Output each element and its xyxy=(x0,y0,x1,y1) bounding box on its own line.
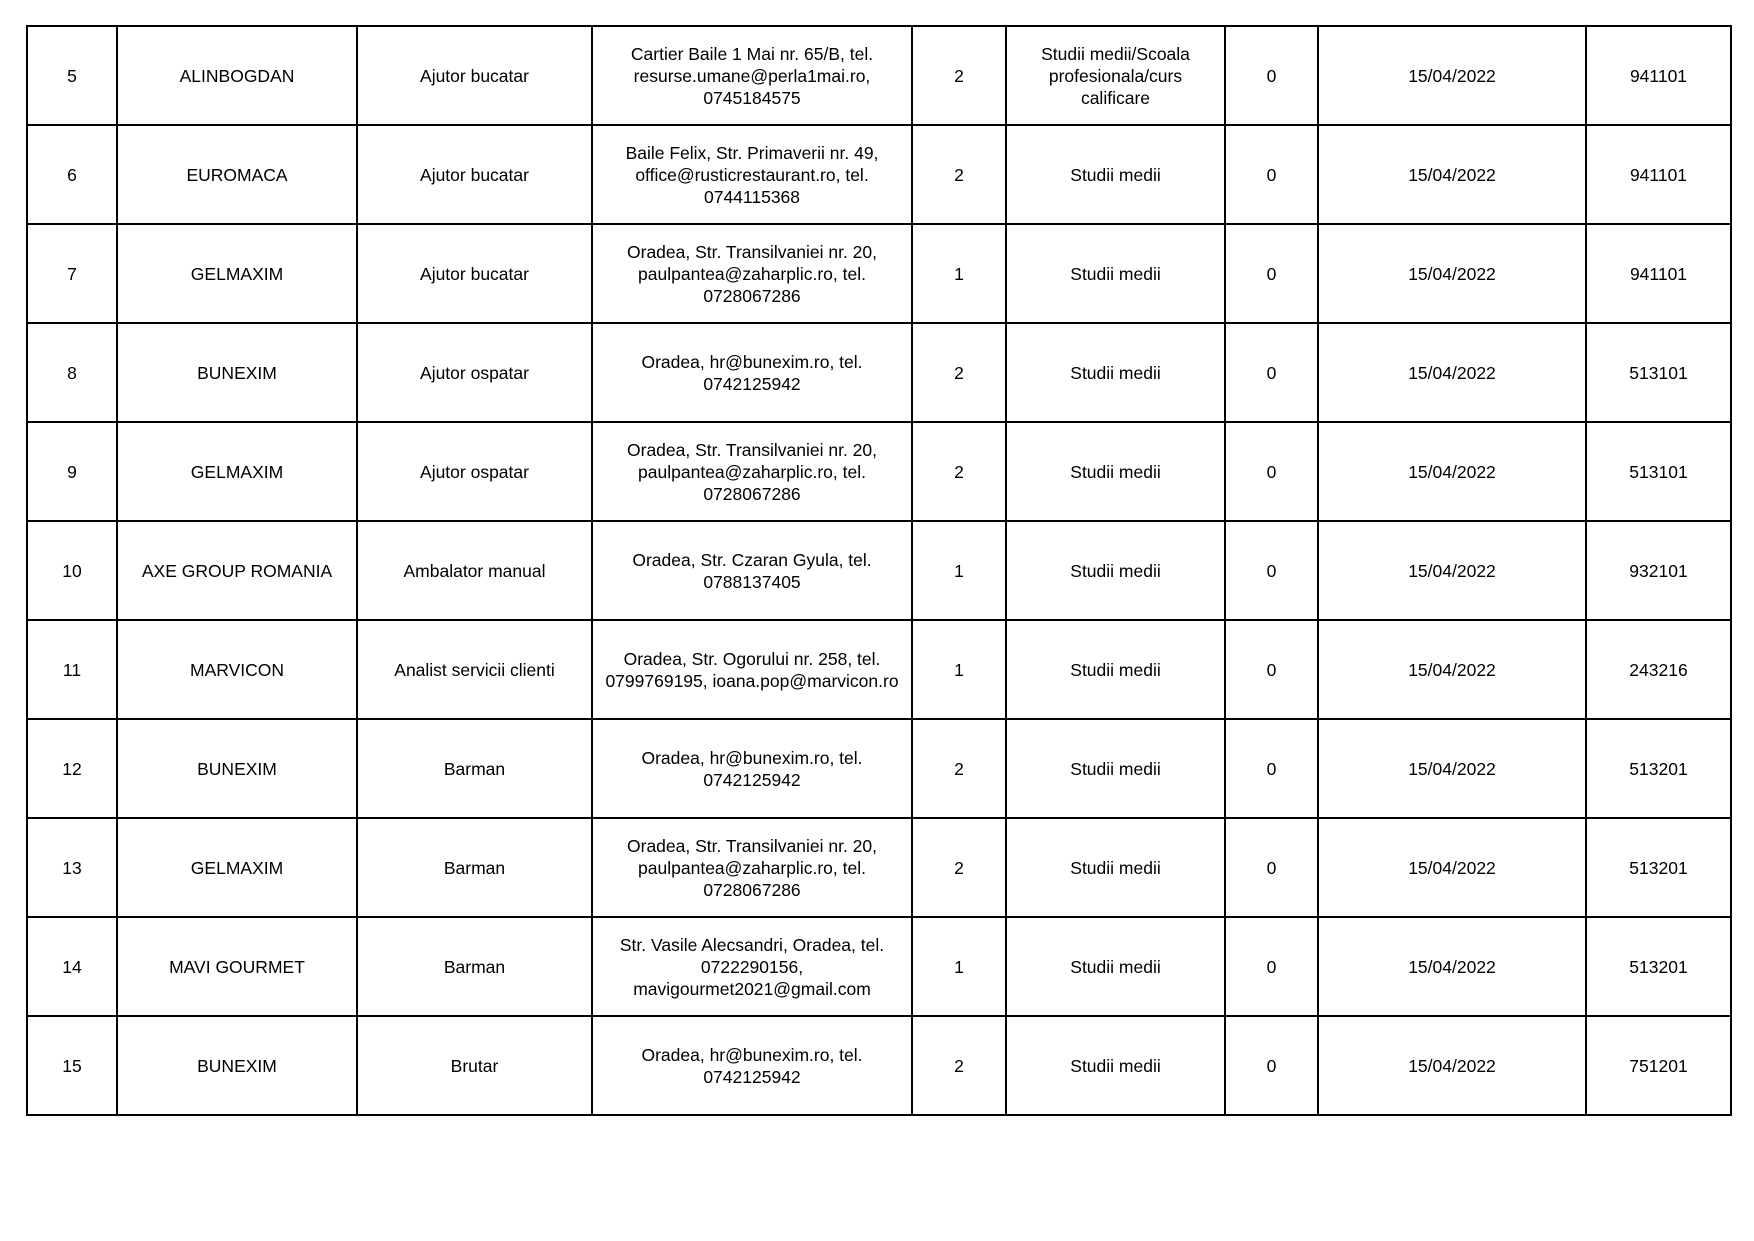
cor-code-cell xyxy=(1586,422,1731,521)
employer-cell xyxy=(117,521,357,620)
job-vacancies-table xyxy=(26,25,1732,1116)
contact-cell-text: Oradea, Str. Transilvaniei nr. 20, paulpantea@zaharplic.ro, tel. 0728067286 xyxy=(627,835,877,900)
education-cell-text: Studii medii xyxy=(1070,560,1161,581)
job-title-cell xyxy=(357,719,592,818)
date-cell xyxy=(1318,323,1586,422)
education-cell xyxy=(1006,125,1225,224)
table-row xyxy=(27,26,1731,125)
date-cell-text: 15/04/2022 xyxy=(1408,164,1496,185)
experience-cell-text: 0 xyxy=(1266,560,1277,581)
employer-cell xyxy=(117,1016,357,1115)
positions-count-cell xyxy=(912,224,1006,323)
experience-cell-text: 0 xyxy=(1266,461,1277,482)
job-title-cell-text: Analist servicii clienti xyxy=(394,659,555,680)
employer-cell xyxy=(117,818,357,917)
date-cell-text: 15/04/2022 xyxy=(1408,560,1496,581)
cor-code-cell-text: 941101 xyxy=(1629,263,1688,284)
table-body xyxy=(27,26,1731,1115)
contact-cell-text: Oradea, Str. Czaran Gyula, tel. 0788137405 xyxy=(632,549,872,592)
positions-count-cell-text: 1 xyxy=(954,659,964,680)
table-row xyxy=(27,1016,1731,1115)
contact-cell-text: Oradea, hr@bunexim.ro, tel. 0742125942 xyxy=(641,1044,863,1087)
positions-count-cell xyxy=(912,26,1006,125)
employer-cell-text: MAVI GOURMET xyxy=(169,956,305,977)
education-cell xyxy=(1006,422,1225,521)
date-cell xyxy=(1318,422,1586,521)
employer-cell-text: ALINBOGDAN xyxy=(179,65,295,86)
experience-cell-text: 0 xyxy=(1266,956,1277,977)
positions-count-cell-text: 2 xyxy=(954,65,964,86)
row-number-cell xyxy=(27,917,117,1016)
job-title-cell xyxy=(357,521,592,620)
positions-count-cell-text: 2 xyxy=(954,362,964,383)
experience-cell xyxy=(1225,818,1318,917)
date-cell-text: 15/04/2022 xyxy=(1408,461,1496,482)
employer-cell xyxy=(117,323,357,422)
date-cell xyxy=(1318,1016,1586,1115)
contact-cell-text: Oradea, Str. Ogorului nr. 258, tel. 0799769195, ioana.pop@marvicon.ro xyxy=(605,648,899,691)
row-number-cell-text: 9 xyxy=(67,461,77,482)
contact-cell xyxy=(592,521,912,620)
job-title-cell xyxy=(357,125,592,224)
row-number-cell-text: 10 xyxy=(62,560,82,581)
job-title-cell-text: Ajutor ospatar xyxy=(420,362,529,383)
positions-count-cell-text: 1 xyxy=(954,560,964,581)
job-title-cell-text: Barman xyxy=(443,857,506,878)
education-cell xyxy=(1006,719,1225,818)
row-number-cell-text: 15 xyxy=(62,1055,82,1076)
row-number-cell xyxy=(27,818,117,917)
row-number-cell-text: 7 xyxy=(67,263,77,284)
job-title-cell xyxy=(357,323,592,422)
experience-cell-text: 0 xyxy=(1266,1055,1277,1076)
positions-count-cell-text: 1 xyxy=(954,263,964,284)
education-cell xyxy=(1006,521,1225,620)
contact-cell xyxy=(592,323,912,422)
cor-code-cell-text: 941101 xyxy=(1629,65,1688,86)
table-row xyxy=(27,818,1731,917)
contact-cell-text: Oradea, Str. Transilvaniei nr. 20, paulpantea@zaharplic.ro, tel. 0728067286 xyxy=(627,241,877,306)
date-cell xyxy=(1318,224,1586,323)
contact-cell-text: Oradea, hr@bunexim.ro, tel. 0742125942 xyxy=(641,351,863,394)
cor-code-cell xyxy=(1586,521,1731,620)
experience-cell xyxy=(1225,422,1318,521)
positions-count-cell xyxy=(912,1016,1006,1115)
education-cell-text: Studii medii xyxy=(1070,164,1161,185)
experience-cell xyxy=(1225,521,1318,620)
employer-cell-text: GELMAXIM xyxy=(190,857,284,878)
cor-code-cell xyxy=(1586,818,1731,917)
row-number-cell-text: 12 xyxy=(62,758,82,779)
date-cell xyxy=(1318,719,1586,818)
education-cell xyxy=(1006,818,1225,917)
row-number-cell-text: 6 xyxy=(67,164,77,185)
contact-cell xyxy=(592,917,912,1016)
contact-cell-text: Oradea, hr@bunexim.ro, tel. 0742125942 xyxy=(641,747,863,790)
education-cell xyxy=(1006,620,1225,719)
cor-code-cell xyxy=(1586,917,1731,1016)
employer-cell xyxy=(117,125,357,224)
date-cell xyxy=(1318,125,1586,224)
experience-cell-text: 0 xyxy=(1266,659,1277,680)
contact-cell xyxy=(592,26,912,125)
job-title-cell xyxy=(357,917,592,1016)
education-cell xyxy=(1006,224,1225,323)
date-cell-text: 15/04/2022 xyxy=(1408,65,1496,86)
date-cell xyxy=(1318,26,1586,125)
date-cell xyxy=(1318,818,1586,917)
date-cell xyxy=(1318,620,1586,719)
contact-cell-text: Cartier Baile 1 Mai nr. 65/B, tel. resurse.umane@perla1mai.ro, 0745184575 xyxy=(630,43,874,108)
education-cell-text: Studii medii xyxy=(1070,1055,1161,1076)
table-row xyxy=(27,719,1731,818)
cor-code-cell-text: 513101 xyxy=(1629,461,1688,482)
education-cell xyxy=(1006,1016,1225,1115)
positions-count-cell xyxy=(912,521,1006,620)
contact-cell xyxy=(592,719,912,818)
experience-cell xyxy=(1225,26,1318,125)
education-cell-text: Studii medii/Scoala profesionala/curs calificare xyxy=(1041,43,1190,108)
date-cell-text: 15/04/2022 xyxy=(1408,362,1496,383)
date-cell xyxy=(1318,521,1586,620)
table-row xyxy=(27,422,1731,521)
experience-cell xyxy=(1225,224,1318,323)
positions-count-cell-text: 2 xyxy=(954,1055,964,1076)
employer-cell xyxy=(117,224,357,323)
date-cell-text: 15/04/2022 xyxy=(1408,263,1496,284)
row-number-cell xyxy=(27,26,117,125)
job-title-cell-text: Ambalator manual xyxy=(403,560,546,581)
contact-cell xyxy=(592,125,912,224)
employer-cell-text: AXE GROUP ROMANIA xyxy=(141,560,333,581)
cor-code-cell-text: 513201 xyxy=(1629,956,1688,977)
cor-code-cell xyxy=(1586,26,1731,125)
date-cell-text: 15/04/2022 xyxy=(1408,1055,1496,1076)
education-cell xyxy=(1006,917,1225,1016)
employer-cell xyxy=(117,719,357,818)
experience-cell xyxy=(1225,719,1318,818)
row-number-cell xyxy=(27,125,117,224)
experience-cell xyxy=(1225,323,1318,422)
job-title-cell-text: Ajutor bucatar xyxy=(420,164,529,185)
row-number-cell-text: 13 xyxy=(62,857,82,878)
table-row xyxy=(27,917,1731,1016)
contact-cell xyxy=(592,1016,912,1115)
education-cell-text: Studii medii xyxy=(1070,857,1161,878)
employer-cell-text: EUROMACA xyxy=(186,164,288,185)
contact-cell-text: Oradea, Str. Transilvaniei nr. 20, paulpantea@zaharplic.ro, tel. 0728067286 xyxy=(627,439,877,504)
row-number-cell xyxy=(27,719,117,818)
table-row xyxy=(27,521,1731,620)
contact-cell xyxy=(592,620,912,719)
row-number-cell-text: 5 xyxy=(67,65,77,86)
education-cell-text: Studii medii xyxy=(1070,461,1161,482)
positions-count-cell xyxy=(912,620,1006,719)
education-cell-text: Studii medii xyxy=(1070,956,1161,977)
experience-cell xyxy=(1225,620,1318,719)
positions-count-cell-text: 2 xyxy=(954,758,964,779)
positions-count-cell xyxy=(912,719,1006,818)
employer-cell-text: GELMAXIM xyxy=(190,263,284,284)
table-row xyxy=(27,125,1731,224)
positions-count-cell xyxy=(912,917,1006,1016)
cor-code-cell xyxy=(1586,620,1731,719)
date-cell-text: 15/04/2022 xyxy=(1408,857,1496,878)
row-number-cell xyxy=(27,422,117,521)
experience-cell-text: 0 xyxy=(1266,758,1277,779)
contact-cell xyxy=(592,224,912,323)
education-cell-text: Studii medii xyxy=(1070,263,1161,284)
experience-cell xyxy=(1225,125,1318,224)
positions-count-cell-text: 2 xyxy=(954,461,964,482)
experience-cell-text: 0 xyxy=(1266,263,1277,284)
job-title-cell xyxy=(357,422,592,521)
date-cell-text: 15/04/2022 xyxy=(1408,758,1496,779)
job-title-cell xyxy=(357,224,592,323)
cor-code-cell-text: 513201 xyxy=(1629,857,1688,878)
education-cell xyxy=(1006,323,1225,422)
job-title-cell xyxy=(357,818,592,917)
contact-cell xyxy=(592,818,912,917)
job-title-cell-text: Ajutor bucatar xyxy=(420,65,529,86)
employer-cell-text: BUNEXIM xyxy=(197,1055,277,1076)
row-number-cell-text: 11 xyxy=(62,659,82,680)
experience-cell-text: 0 xyxy=(1266,362,1277,383)
job-title-cell xyxy=(357,620,592,719)
positions-count-cell-text: 1 xyxy=(954,956,964,977)
job-title-cell-text: Ajutor bucatar xyxy=(420,263,529,284)
cor-code-cell xyxy=(1586,719,1731,818)
cor-code-cell-text: 932101 xyxy=(1629,560,1688,581)
cor-code-cell-text: 243216 xyxy=(1629,659,1688,680)
row-number-cell-text: 14 xyxy=(62,956,82,977)
employer-cell xyxy=(117,26,357,125)
employer-cell xyxy=(117,422,357,521)
job-title-cell xyxy=(357,1016,592,1115)
cor-code-cell-text: 513101 xyxy=(1629,362,1688,383)
education-cell-text: Studii medii xyxy=(1070,758,1161,779)
employer-cell-text: BUNEXIM xyxy=(197,362,277,383)
experience-cell xyxy=(1225,1016,1318,1115)
positions-count-cell xyxy=(912,422,1006,521)
positions-count-cell xyxy=(912,125,1006,224)
row-number-cell xyxy=(27,323,117,422)
education-cell xyxy=(1006,26,1225,125)
employer-cell-text: BUNEXIM xyxy=(197,758,277,779)
table-row xyxy=(27,224,1731,323)
job-title-cell-text: Barman xyxy=(443,758,506,779)
job-title-cell-text: Barman xyxy=(443,956,506,977)
cor-code-cell-text: 941101 xyxy=(1629,164,1688,185)
experience-cell-text: 0 xyxy=(1266,65,1277,86)
contact-cell xyxy=(592,422,912,521)
employer-cell xyxy=(117,917,357,1016)
row-number-cell xyxy=(27,521,117,620)
row-number-cell xyxy=(27,224,117,323)
education-cell-text: Studii medii xyxy=(1070,659,1161,680)
experience-cell xyxy=(1225,917,1318,1016)
positions-count-cell-text: 2 xyxy=(954,857,964,878)
row-number-cell xyxy=(27,1016,117,1115)
date-cell xyxy=(1318,917,1586,1016)
experience-cell-text: 0 xyxy=(1266,857,1277,878)
employer-cell-text: GELMAXIM xyxy=(190,461,284,482)
experience-cell-text: 0 xyxy=(1266,164,1277,185)
job-title-cell-text: Ajutor ospatar xyxy=(420,461,529,482)
row-number-cell-text: 8 xyxy=(67,362,77,383)
contact-cell-text: Baile Felix, Str. Primaverii nr. 49, office@rusticrestaurant.ro, tel. 0744115368 xyxy=(625,142,879,207)
cor-code-cell xyxy=(1586,1016,1731,1115)
date-cell-text: 15/04/2022 xyxy=(1408,956,1496,977)
row-number-cell xyxy=(27,620,117,719)
table-row xyxy=(27,620,1731,719)
cor-code-cell xyxy=(1586,323,1731,422)
job-title-cell xyxy=(357,26,592,125)
table-row xyxy=(27,323,1731,422)
cor-code-cell xyxy=(1586,224,1731,323)
date-cell-text: 15/04/2022 xyxy=(1408,659,1496,680)
employer-cell-text: MARVICON xyxy=(190,659,284,680)
education-cell-text: Studii medii xyxy=(1070,362,1161,383)
contact-cell-text: Str. Vasile Alecsandri, Oradea, tel. 0722290156, mavigourmet2021@gmail.com xyxy=(619,934,885,999)
positions-count-cell xyxy=(912,323,1006,422)
cor-code-cell xyxy=(1586,125,1731,224)
cor-code-cell-text: 751201 xyxy=(1629,1055,1688,1076)
positions-count-cell-text: 2 xyxy=(954,164,964,185)
job-title-cell-text: Brutar xyxy=(450,1055,499,1076)
employer-cell xyxy=(117,620,357,719)
positions-count-cell xyxy=(912,818,1006,917)
cor-code-cell-text: 513201 xyxy=(1629,758,1688,779)
